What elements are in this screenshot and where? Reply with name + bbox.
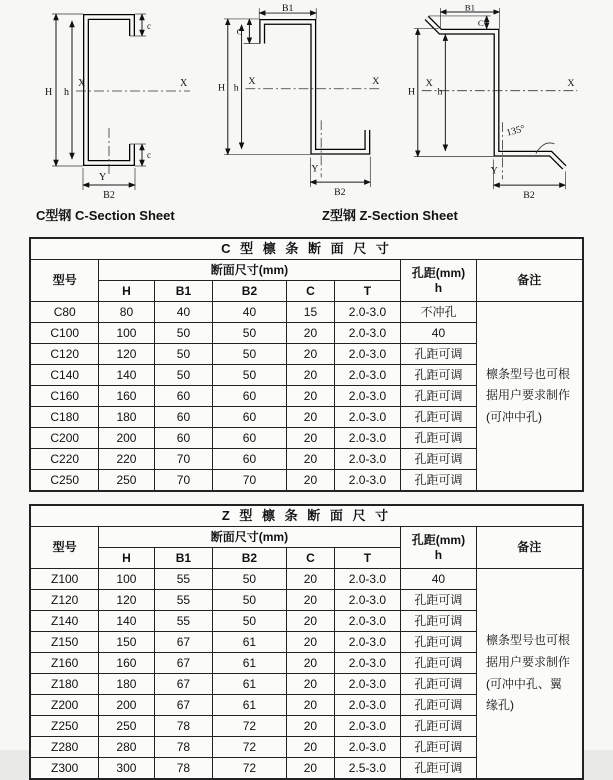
hole-cell: 孔距可调 [400, 428, 476, 449]
h-cell: 140 [98, 365, 154, 386]
t-cell: 2.0-3.0 [334, 470, 400, 492]
model-cell: C200 [30, 428, 98, 449]
col-header-hole [400, 260, 476, 302]
hole-cell: 孔距可调 [400, 344, 476, 365]
c-cell: 20 [286, 695, 334, 716]
h-cell: 180 [98, 674, 154, 695]
h-cell: 200 [98, 695, 154, 716]
header-row-1 [30, 260, 582, 281]
z-section-diagram-square [216, 4, 388, 201]
c-cell: 20 [286, 365, 334, 386]
col-header-B1: B1 [154, 281, 212, 302]
t-cell: 2.0-3.0 [334, 632, 400, 653]
dim-label-B2: B2 [334, 186, 346, 198]
b1-cell: 55 [154, 590, 212, 611]
z-profile-inner [262, 22, 367, 152]
dim-label-X-right: X [567, 77, 575, 89]
dim-label-c-bottom: c [147, 150, 151, 160]
b2-cell: 50 [212, 344, 286, 365]
table-title: C 型 檩 条 断 面 尺 寸 [30, 238, 582, 260]
dim-label-H: H [407, 86, 416, 98]
hole-cell: 孔距可调 [400, 611, 476, 632]
col-header-section: 断面尺寸(mm) [98, 260, 400, 281]
b2-cell: 72 [212, 758, 286, 780]
c-cell: 20 [286, 737, 334, 758]
table-title: Z 型 檩 条 断 面 尺 寸 [30, 505, 582, 527]
model-cell: Z120 [30, 590, 98, 611]
hole-cell: 40 [400, 569, 476, 590]
h-cell: 220 [98, 449, 154, 470]
c-cell: 20 [286, 569, 334, 590]
dim-label-B2: B2 [523, 189, 535, 201]
diagram-captions [0, 205, 613, 225]
hole-cell: 孔距可调 [400, 695, 476, 716]
t-cell: 2.0-3.0 [334, 344, 400, 365]
col-header-T: T [334, 548, 400, 569]
hole-cell: 孔距可调 [400, 653, 476, 674]
b1-cell: 70 [154, 470, 212, 492]
b2-cell: 50 [212, 365, 286, 386]
hole-cell: 孔距可调 [400, 716, 476, 737]
t-cell: 2.0-3.0 [334, 428, 400, 449]
c-cell: 20 [286, 344, 334, 365]
b2-cell: 60 [212, 407, 286, 428]
hole-cell: 孔距可调 [400, 632, 476, 653]
table-title-row [30, 505, 582, 527]
b2-cell: 50 [212, 569, 286, 590]
b1-cell: 67 [154, 632, 212, 653]
hole-cell: 孔距可调 [400, 407, 476, 428]
t-cell: 2.0-3.0 [334, 674, 400, 695]
h-cell: 80 [98, 302, 154, 323]
remark-cell: 檩条型号也可根据用户要求制作(可冲中孔) [476, 302, 582, 492]
h-cell: 160 [98, 386, 154, 407]
c-cell: 20 [286, 428, 334, 449]
col-header-remark: 备注 [476, 260, 582, 302]
dim-label-B1: B1 [282, 3, 294, 15]
c-cell: 20 [286, 653, 334, 674]
h-cell: 100 [98, 323, 154, 344]
dim-label-angle: 135° [505, 123, 527, 139]
model-cell: C120 [30, 344, 98, 365]
model-cell: Z100 [30, 569, 98, 590]
c-cell: 15 [286, 302, 334, 323]
hole-cell: 孔距可调 [400, 365, 476, 386]
c-cell: 20 [286, 449, 334, 470]
section-diagrams [0, 0, 613, 201]
h-cell: 120 [98, 590, 154, 611]
c-cell: 20 [286, 470, 334, 492]
model-cell: C220 [30, 449, 98, 470]
t-cell: 2.0-3.0 [334, 569, 400, 590]
col-header-remark: 备注 [476, 527, 582, 569]
z-table-body [30, 569, 582, 780]
model-cell: Z300 [30, 758, 98, 780]
col-header-model: 型号 [30, 527, 98, 569]
model-cell: C180 [30, 407, 98, 428]
hole-cell: 40 [400, 323, 476, 344]
b1-cell: 78 [154, 737, 212, 758]
model-cell: Z150 [30, 632, 98, 653]
model-cell: C160 [30, 386, 98, 407]
t-cell: 2.0-3.0 [334, 407, 400, 428]
remark-cell: 檩条型号也可根据用户要求制作(可冲中孔、翼缘孔) [476, 569, 582, 780]
model-cell: Z250 [30, 716, 98, 737]
h-cell: 250 [98, 470, 154, 492]
c-cell: 20 [286, 323, 334, 344]
h-cell: 250 [98, 716, 154, 737]
dim-label-H: H [45, 87, 53, 98]
c-cell: 20 [286, 758, 334, 780]
b1-cell: 60 [154, 386, 212, 407]
dim-label-X-left: X [78, 78, 86, 89]
h-cell: 100 [98, 569, 154, 590]
hole-cell: 孔距可调 [400, 590, 476, 611]
dim-label-h: h [64, 87, 69, 98]
model-cell: Z160 [30, 653, 98, 674]
col-header-section: 断面尺寸(mm) [98, 527, 400, 548]
model-cell: C100 [30, 323, 98, 344]
t-cell: 2.0-3.0 [334, 695, 400, 716]
model-cell: Z180 [30, 674, 98, 695]
c-cell: 20 [286, 407, 334, 428]
col-header-B1: B1 [154, 548, 212, 569]
b2-cell: 61 [212, 695, 286, 716]
model-cell: C250 [30, 470, 98, 492]
model-cell: C140 [30, 365, 98, 386]
c-cell: 20 [286, 632, 334, 653]
b2-cell: 61 [212, 632, 286, 653]
table-row [30, 302, 582, 323]
b1-cell: 55 [154, 569, 212, 590]
col-header-B2: B2 [212, 281, 286, 302]
z-section-caption: Z型钢 Z-Section Sheet [322, 208, 458, 223]
b1-cell: 55 [154, 611, 212, 632]
b1-cell: 60 [154, 428, 212, 449]
col-header-C: C [286, 281, 334, 302]
col-header-C: C [286, 548, 334, 569]
header-row-1 [30, 527, 582, 548]
dim-label-B2: B2 [103, 190, 115, 201]
col-header-hole-text: 孔距(mm) [411, 532, 466, 547]
b1-cell: 40 [154, 302, 212, 323]
b1-cell: 67 [154, 695, 212, 716]
t-cell: 2.0-3.0 [334, 737, 400, 758]
c-table-body [30, 302, 582, 492]
hole-cell: 孔距可调 [400, 674, 476, 695]
col-header-T: T [334, 281, 400, 302]
b2-cell: 50 [212, 590, 286, 611]
c-section-diagram [42, 4, 194, 200]
t-cell: 2.0-3.0 [334, 590, 400, 611]
hole-cell: 不冲孔 [400, 302, 476, 323]
dim-label-C: C [236, 26, 243, 37]
h-cell: 200 [98, 428, 154, 449]
dim-label-H: H [217, 82, 226, 94]
dim-label-h: h [233, 82, 239, 94]
t-cell: 2.0-3.0 [334, 449, 400, 470]
dim-label-Y: Y [490, 165, 498, 177]
h-cell: 140 [98, 611, 154, 632]
hole-cell: 孔距可调 [400, 470, 476, 492]
b2-cell: 61 [212, 653, 286, 674]
col-header-hole-text: 孔距(mm) [411, 265, 466, 280]
c-purlin-table [29, 237, 583, 492]
dim-label-X-right: X [180, 78, 188, 89]
b2-cell: 72 [212, 737, 286, 758]
c-cell: 20 [286, 716, 334, 737]
b2-cell: 72 [212, 716, 286, 737]
t-cell: 2.0-3.0 [334, 653, 400, 674]
model-cell: C80 [30, 302, 98, 323]
hole-cell: 孔距可调 [400, 386, 476, 407]
b1-cell: 78 [154, 758, 212, 780]
t-cell: 2.0-3.0 [334, 716, 400, 737]
t-cell: 2.5-3.0 [334, 758, 400, 780]
t-cell: 2.0-3.0 [334, 302, 400, 323]
b2-cell: 50 [212, 323, 286, 344]
b1-cell: 78 [154, 716, 212, 737]
b2-cell: 60 [212, 428, 286, 449]
dim-label-X-left: X [425, 77, 433, 89]
h-cell: 300 [98, 758, 154, 780]
dim-label-h: h [437, 86, 443, 98]
c-section-caption: C型钢 C-Section Sheet [36, 208, 175, 223]
b1-cell: 67 [154, 653, 212, 674]
t-cell: 2.0-3.0 [334, 611, 400, 632]
b2-cell: 40 [212, 302, 286, 323]
col-header-hole [400, 527, 476, 569]
hole-cell: 孔距可调 [400, 758, 476, 780]
t-cell: 2.0-3.0 [334, 365, 400, 386]
b2-cell: 60 [212, 386, 286, 407]
dim-label-c-top: c [147, 21, 151, 31]
b1-cell: 50 [154, 365, 212, 386]
dim-label-Y: Y [311, 163, 319, 175]
c-cell: 20 [286, 674, 334, 695]
h-cell: 120 [98, 344, 154, 365]
col-header-hole-sub: h [434, 547, 443, 562]
model-cell: Z280 [30, 737, 98, 758]
b1-cell: 50 [154, 344, 212, 365]
hole-cell: 孔距可调 [400, 737, 476, 758]
b1-cell: 50 [154, 323, 212, 344]
b2-cell: 60 [212, 449, 286, 470]
t-cell: 2.0-3.0 [334, 323, 400, 344]
table-row [30, 569, 582, 590]
z-purlin-table [29, 504, 583, 780]
h-cell: 180 [98, 407, 154, 428]
b2-cell: 61 [212, 674, 286, 695]
t-cell: 2.0-3.0 [334, 386, 400, 407]
z-section-diagram-angled [406, 4, 588, 201]
hole-cell: 孔距可调 [400, 449, 476, 470]
dim-label-X-right: X [372, 75, 380, 87]
c-cell: 20 [286, 611, 334, 632]
c-cell: 20 [286, 590, 334, 611]
b2-cell: 50 [212, 611, 286, 632]
dim-label-X-left: X [248, 75, 256, 87]
dim-label-B1: B1 [464, 2, 476, 13]
h-cell: 280 [98, 737, 154, 758]
h-cell: 160 [98, 653, 154, 674]
col-header-B2: B2 [212, 548, 286, 569]
h-cell: 150 [98, 632, 154, 653]
b1-cell: 70 [154, 449, 212, 470]
col-header-H: H [98, 548, 154, 569]
dim-label-C: C [477, 17, 484, 28]
col-header-model: 型号 [30, 260, 98, 302]
dim-label-Y: Y [99, 172, 107, 183]
model-cell: Z140 [30, 611, 98, 632]
table-title-row [30, 238, 582, 260]
b1-cell: 60 [154, 407, 212, 428]
col-header-hole-sub: h [434, 280, 443, 295]
model-cell: Z200 [30, 695, 98, 716]
b1-cell: 67 [154, 674, 212, 695]
c-cell: 20 [286, 386, 334, 407]
b2-cell: 70 [212, 470, 286, 492]
col-header-H: H [98, 281, 154, 302]
